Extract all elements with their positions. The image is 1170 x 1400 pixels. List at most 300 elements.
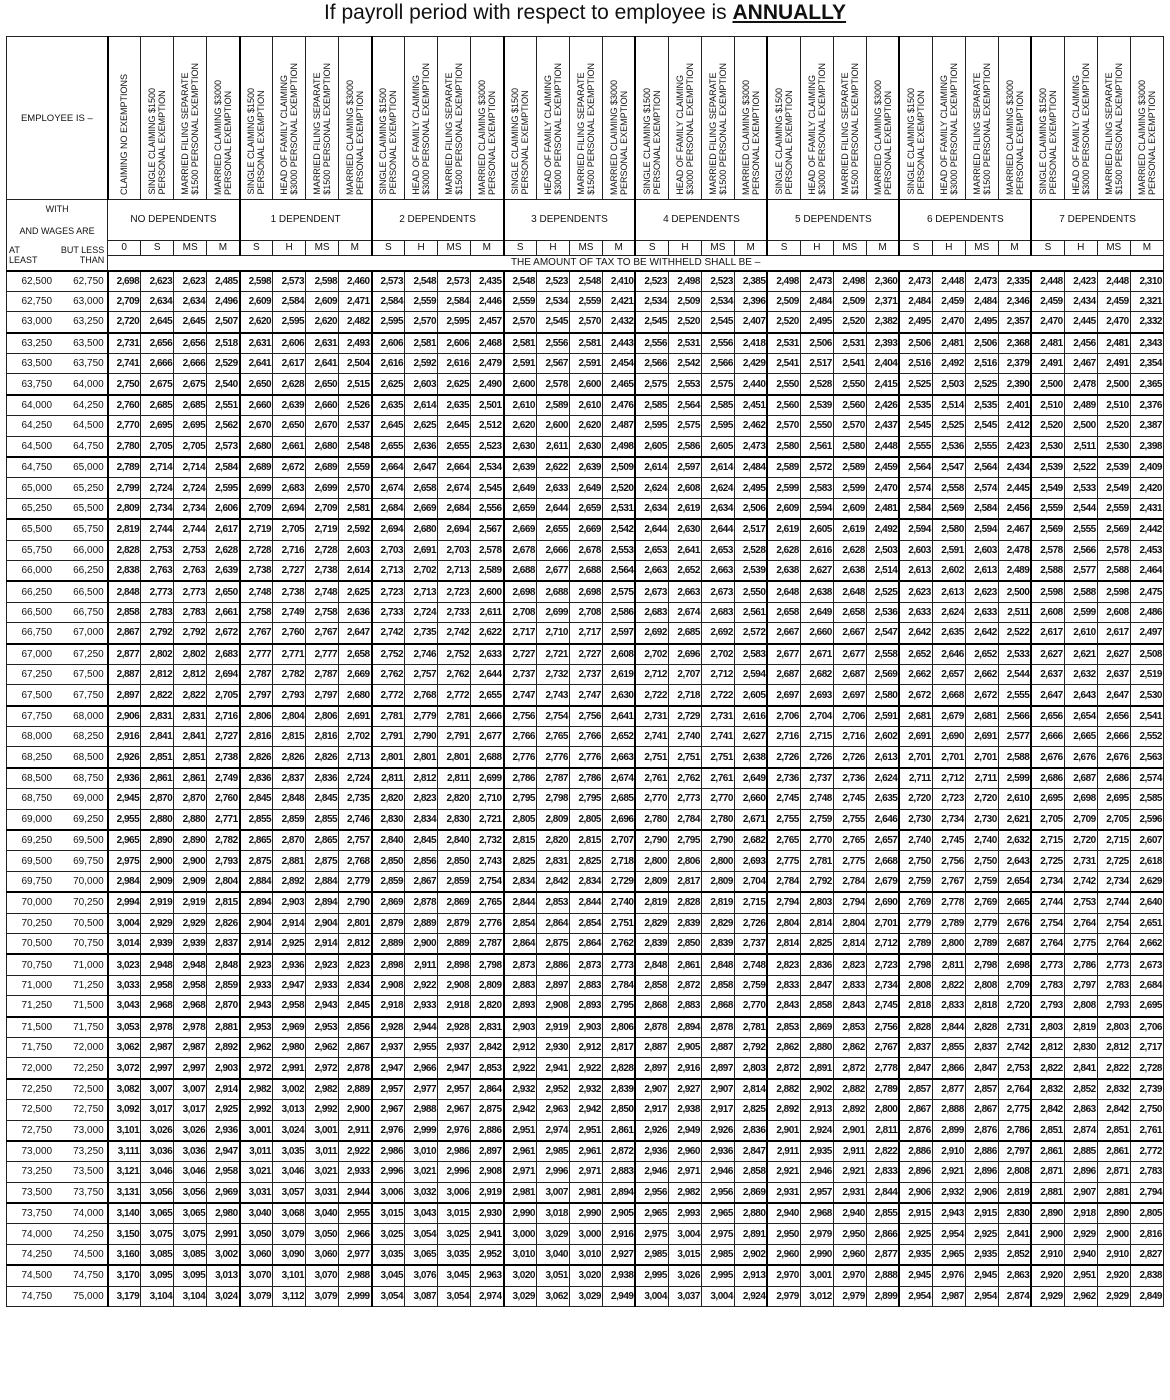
tax-amount: 2,822 — [1031, 1058, 1064, 1079]
tax-amount: 2,687 — [767, 664, 800, 684]
tax-amount: 2,812 — [1031, 1037, 1064, 1057]
tax-amount: 2,742 — [1064, 871, 1097, 892]
tax-amount: 2,673 — [701, 581, 734, 602]
tax-amount: 2,634 — [635, 498, 668, 519]
tax-amount: 2,484 — [800, 291, 833, 311]
tax-amount: 2,506 — [734, 498, 767, 519]
exemption-column-header — [602, 37, 635, 200]
tax-amount: 2,776 — [537, 747, 570, 768]
table-row — [7, 374, 1164, 395]
tax-amount: 2,946 — [701, 1162, 734, 1182]
tax-amount: 2,836 — [734, 1120, 767, 1141]
filing-code: H — [1064, 240, 1097, 255]
tax-amount: 2,787 — [537, 768, 570, 789]
tax-amount: 2,564 — [602, 560, 635, 581]
tax-amount: 2,719 — [240, 519, 273, 540]
tax-amount: 2,850 — [668, 934, 701, 955]
tax-amount: 2,608 — [1031, 602, 1064, 622]
tax-amount: 2,683 — [273, 478, 306, 498]
filing-code: S — [372, 240, 405, 255]
tax-amount: 2,963 — [537, 1100, 570, 1120]
tax-amount: 2,903 — [569, 1017, 602, 1038]
tax-amount: 2,526 — [339, 395, 372, 416]
tax-amount: 2,803 — [800, 892, 833, 913]
tax-amount: 2,878 — [405, 892, 438, 913]
tax-amount: 2,899 — [932, 1120, 965, 1141]
tax-amount: 2,666 — [471, 706, 504, 727]
tax-amount: 2,783 — [1097, 975, 1130, 995]
tax-amount: 2,744 — [1031, 892, 1064, 913]
tax-amount: 2,460 — [339, 271, 372, 292]
wage-at-least: 69,250 — [7, 830, 56, 851]
tax-amount: 2,476 — [602, 395, 635, 416]
tax-amount: 2,744 — [174, 519, 207, 540]
tax-amount: 2,877 — [866, 1244, 899, 1265]
tax-amount: 2,491 — [1097, 354, 1130, 374]
tax-amount: 2,950 — [767, 1224, 800, 1244]
tax-amount: 2,650 — [240, 374, 273, 395]
table-row — [7, 395, 1164, 416]
tax-amount: 2,637 — [1097, 664, 1130, 684]
tax-amount: 2,718 — [602, 851, 635, 871]
tax-amount: 2,819 — [998, 1182, 1031, 1203]
tax-amount: 2,691 — [405, 540, 438, 560]
tax-amount: 2,586 — [602, 602, 635, 622]
tax-amount: 2,878 — [635, 1017, 668, 1038]
tax-amount: 2,482 — [339, 312, 372, 333]
wage-at-least: 67,750 — [7, 706, 56, 727]
tax-amount: 2,931 — [767, 1182, 800, 1203]
tax-amount: 2,875 — [306, 851, 339, 871]
tax-amount: 2,867 — [108, 623, 141, 644]
tax-amount: 2,722 — [635, 685, 668, 706]
tax-amount: 2,779 — [405, 706, 438, 727]
tax-amount: 2,650 — [207, 581, 240, 602]
tax-amount: 2,748 — [306, 581, 339, 602]
tax-amount: 2,580 — [866, 685, 899, 706]
wage-less-than: 68,500 — [55, 747, 108, 768]
tax-amount: 2,343 — [1130, 333, 1163, 354]
tax-amount: 2,688 — [504, 560, 537, 581]
tax-amount: 2,792 — [800, 871, 833, 892]
tax-amount: 2,847 — [899, 1058, 932, 1079]
tax-amount: 2,510 — [1097, 395, 1130, 416]
tax-amount: 3,036 — [174, 1141, 207, 1162]
tax-amount: 2,481 — [866, 498, 899, 519]
tax-amount: 3,004 — [108, 913, 141, 933]
tax-amount: 2,889 — [405, 913, 438, 933]
tax-amount: 2,855 — [240, 809, 273, 830]
tax-amount: 2,977 — [339, 1244, 372, 1265]
tax-amount: 2,820 — [471, 996, 504, 1017]
tax-amount: 2,724 — [405, 602, 438, 622]
tax-amount: 2,575 — [701, 374, 734, 395]
tax-amount: 2,988 — [405, 1100, 438, 1120]
tax-amount: 2,801 — [405, 747, 438, 768]
tax-amount: 2,672 — [899, 685, 932, 706]
table-row — [7, 1244, 1164, 1265]
tax-amount: 2,705 — [1097, 809, 1130, 830]
tax-amount: 2,882 — [833, 1079, 866, 1100]
tax-amount: 2,943 — [932, 1203, 965, 1224]
wage-at-least: 74,750 — [7, 1286, 56, 1306]
tax-amount: 2,739 — [1130, 1079, 1163, 1100]
tax-amount: 3,070 — [240, 1265, 273, 1286]
tax-amount: 3,054 — [438, 1286, 471, 1306]
tax-amount: 2,481 — [932, 333, 965, 354]
tax-amount: 2,886 — [965, 1141, 998, 1162]
tax-amount: 2,786 — [998, 1120, 1031, 1141]
tax-amount: 2,864 — [504, 934, 537, 955]
tax-amount: 2,867 — [899, 1100, 932, 1120]
tax-amount: 2,577 — [998, 727, 1031, 747]
wage-less-than: 75,000 — [55, 1286, 108, 1306]
tax-amount: 2,951 — [504, 1120, 537, 1141]
tax-amount: 2,627 — [800, 560, 833, 581]
tax-amount: 2,768 — [405, 685, 438, 706]
exemption-column-header — [833, 37, 866, 200]
tax-amount: 3,053 — [108, 1017, 141, 1038]
tax-amount: 2,659 — [504, 498, 537, 519]
tax-amount: 2,598 — [1097, 581, 1130, 602]
tax-amount: 2,906 — [899, 1182, 932, 1203]
tax-amount: 2,595 — [207, 478, 240, 498]
tax-amount: 2,880 — [174, 809, 207, 830]
tax-amount: 2,600 — [504, 374, 537, 395]
tax-amount: 2,748 — [734, 954, 767, 975]
tax-amount: 2,632 — [1064, 664, 1097, 684]
tax-amount: 2,656 — [174, 333, 207, 354]
tax-amount: 3,036 — [141, 1141, 174, 1162]
tax-amount: 2,794 — [767, 892, 800, 913]
tax-amount: 2,655 — [372, 436, 405, 457]
tax-amount: 2,517 — [734, 519, 767, 540]
tax-amount: 2,478 — [1064, 374, 1097, 395]
tax-amount: 2,676 — [1031, 747, 1064, 768]
tax-amount: 2,591 — [569, 354, 602, 374]
table-row — [7, 271, 1164, 292]
tax-amount: 2,525 — [866, 581, 899, 602]
tax-amount: 2,578 — [471, 540, 504, 560]
tax-amount: 2,939 — [141, 934, 174, 955]
tax-amount: 2,566 — [998, 706, 1031, 727]
tax-amount: 2,525 — [965, 374, 998, 395]
filing-code: M — [734, 240, 767, 255]
tax-amount: 2,947 — [207, 1141, 240, 1162]
tax-amount: 2,975 — [108, 851, 141, 871]
tax-amount: 2,721 — [471, 809, 504, 830]
table-row — [7, 768, 1164, 789]
tax-amount: 2,958 — [141, 975, 174, 995]
wage-at-least: 71,250 — [7, 996, 56, 1017]
tax-amount: 2,957 — [372, 1079, 405, 1100]
tax-amount: 2,795 — [569, 789, 602, 809]
tax-amount: 2,888 — [932, 1100, 965, 1120]
tax-amount: 2,506 — [899, 333, 932, 354]
tax-amount: 2,869 — [372, 892, 405, 913]
tax-amount: 2,757 — [339, 830, 372, 851]
tax-amount: 2,951 — [1064, 1265, 1097, 1286]
tax-amount: 2,584 — [207, 457, 240, 478]
tax-amount: 2,858 — [108, 602, 141, 622]
tax-amount: 2,778 — [866, 1058, 899, 1079]
tax-amount: 2,660 — [734, 789, 767, 809]
tax-amount: 2,459 — [1097, 291, 1130, 311]
tax-amount: 2,982 — [240, 1079, 273, 1100]
tax-amount: 2,514 — [866, 560, 899, 581]
tax-amount: 2,605 — [701, 436, 734, 457]
tax-amount: 2,841 — [1064, 1058, 1097, 1079]
wage-at-least: 68,500 — [7, 768, 56, 789]
tax-amount: 2,445 — [998, 478, 1031, 498]
tax-amount: 2,633 — [537, 478, 570, 498]
tax-amount: 3,024 — [207, 1286, 240, 1306]
tax-amount: 3,070 — [306, 1265, 339, 1286]
tax-amount: 2,916 — [108, 727, 141, 747]
filing-code: S — [504, 240, 537, 255]
tax-amount: 2,726 — [833, 747, 866, 768]
tax-amount: 2,890 — [174, 830, 207, 851]
tax-amount: 2,915 — [965, 1203, 998, 1224]
tax-amount: 2,566 — [1064, 540, 1097, 560]
tax-amount: 2,550 — [734, 581, 767, 602]
tax-amount: 2,822 — [141, 685, 174, 706]
tax-amount: 2,713 — [438, 560, 471, 581]
tax-amount: 2,936 — [207, 1120, 240, 1141]
tax-amount: 2,900 — [174, 851, 207, 871]
tax-amount: 2,929 — [1031, 1286, 1064, 1306]
tax-amount: 2,506 — [800, 333, 833, 354]
wage-at-least: 63,250 — [7, 333, 56, 354]
table-row — [7, 581, 1164, 602]
tax-amount: 3,046 — [273, 1162, 306, 1182]
tax-amount: 2,758 — [240, 602, 273, 622]
tax-amount: 2,595 — [438, 312, 471, 333]
tax-amount: 2,841 — [174, 727, 207, 747]
tax-amount: 2,613 — [866, 747, 899, 768]
tax-amount: 2,844 — [932, 1017, 965, 1038]
tax-amount: 2,649 — [800, 602, 833, 622]
tax-amount: 2,676 — [998, 913, 1031, 933]
exemption-column-header — [207, 37, 240, 200]
tax-amount: 2,652 — [899, 644, 932, 665]
tax-amount: 2,858 — [635, 975, 668, 995]
tax-amount: 2,990 — [800, 1244, 833, 1265]
tax-amount: 2,632 — [998, 830, 1031, 851]
tax-amount: 2,784 — [668, 809, 701, 830]
tax-amount: 2,730 — [899, 809, 932, 830]
tax-amount: 2,714 — [174, 457, 207, 478]
tax-amount: 3,006 — [438, 1182, 471, 1203]
tax-amount: 2,773 — [602, 954, 635, 975]
tax-amount: 2,930 — [537, 1037, 570, 1057]
tax-amount: 2,976 — [932, 1265, 965, 1286]
tax-amount: 2,585 — [635, 395, 668, 416]
tax-amount: 2,531 — [602, 498, 635, 519]
filing-code: M — [339, 240, 372, 255]
tax-amount: 2,922 — [339, 1141, 372, 1162]
wage-less-than: 63,500 — [55, 333, 108, 354]
tax-amount: 2,858 — [734, 1162, 767, 1182]
tax-amount: 2,896 — [899, 1162, 932, 1182]
tax-amount: 2,837 — [273, 768, 306, 789]
tax-amount: 2,498 — [668, 271, 701, 292]
tax-amount: 2,500 — [998, 581, 1031, 602]
filing-code: S — [141, 240, 174, 255]
tax-amount: 2,564 — [899, 457, 932, 478]
filing-code: H — [668, 240, 701, 255]
tax-amount: 2,809 — [471, 975, 504, 995]
tax-amount: 3,037 — [668, 1286, 701, 1306]
tax-amount: 2,448 — [1031, 271, 1064, 292]
tax-amount: 2,870 — [174, 789, 207, 809]
tax-amount: 3,101 — [273, 1265, 306, 1286]
tax-amount: 2,815 — [273, 727, 306, 747]
tax-amount: 2,851 — [174, 747, 207, 768]
wage-at-least: 70,750 — [7, 954, 56, 975]
tax-amount: 2,740 — [602, 892, 635, 913]
tax-amount: 2,589 — [767, 457, 800, 478]
tax-amount: 2,540 — [207, 374, 240, 395]
tax-amount: 2,792 — [174, 623, 207, 644]
tax-amount: 2,608 — [602, 644, 635, 665]
tax-amount: 2,763 — [174, 560, 207, 581]
tax-amount: 2,830 — [372, 809, 405, 830]
tax-amount: 2,955 — [339, 1203, 372, 1224]
tax-amount: 2,569 — [932, 498, 965, 519]
tax-amount: 3,024 — [273, 1120, 306, 1141]
tax-amount: 2,603 — [339, 540, 372, 560]
exemption-description-row — [7, 37, 1164, 200]
table-row — [7, 644, 1164, 665]
tax-amount: 2,798 — [471, 954, 504, 975]
tax-amount: 2,589 — [537, 395, 570, 416]
tax-amount: 3,085 — [174, 1244, 207, 1265]
tax-amount: 2,808 — [899, 975, 932, 995]
tax-amount: 2,674 — [668, 602, 701, 622]
tax-amount: 2,721 — [537, 644, 570, 665]
tax-amount: 2,715 — [734, 892, 767, 913]
tax-amount: 2,724 — [339, 768, 372, 789]
tax-amount: 2,685 — [141, 395, 174, 416]
tax-amount: 3,025 — [372, 1224, 405, 1244]
wage-at-least: 71,750 — [7, 1037, 56, 1057]
exemption-column-header — [998, 37, 1031, 200]
tax-amount: 2,952 — [471, 1244, 504, 1265]
tax-amount: 2,446 — [471, 291, 504, 311]
tax-amount: 2,982 — [668, 1182, 701, 1203]
tax-amount: 2,637 — [1031, 664, 1064, 684]
wage-less-than: 69,250 — [55, 809, 108, 830]
tax-amount: 2,729 — [668, 706, 701, 727]
table-row — [7, 892, 1164, 913]
tax-amount: 3,007 — [537, 1182, 570, 1203]
table-row — [7, 1017, 1164, 1038]
table-row — [7, 851, 1164, 871]
tax-amount: 2,481 — [1097, 333, 1130, 354]
tax-amount: 2,877 — [108, 644, 141, 665]
tax-amount: 2,816 — [1130, 1224, 1163, 1244]
tax-amount: 2,784 — [602, 975, 635, 995]
exemption-description: HEAD OF FAMILY CLAIMING $3000 PERSONAL EXEMPTION — [1070, 63, 1091, 195]
tax-amount: 2,965 — [108, 830, 141, 851]
tax-amount: 2,993 — [668, 1203, 701, 1224]
filing-code: S — [767, 240, 800, 255]
tax-amount: 3,062 — [108, 1037, 141, 1057]
tax-amount: 2,606 — [273, 333, 306, 354]
tax-amount: 2,613 — [932, 581, 965, 602]
tax-amount: 2,985 — [635, 1244, 668, 1265]
tax-amount: 2,754 — [537, 706, 570, 727]
wage-at-least: 69,750 — [7, 871, 56, 892]
tax-amount: 2,644 — [471, 664, 504, 684]
filing-code: H — [273, 240, 306, 255]
tax-amount: 3,075 — [174, 1224, 207, 1244]
tax-amount: 2,926 — [108, 747, 141, 768]
tax-amount: 2,762 — [668, 768, 701, 789]
dependents-group-label: 4 DEPENDENTS — [635, 200, 767, 241]
tax-amount: 2,791 — [438, 727, 471, 747]
tax-amount: 2,549 — [1097, 478, 1130, 498]
tax-amount: 3,079 — [273, 1224, 306, 1244]
tax-amount: 2,839 — [602, 1079, 635, 1100]
tax-amount: 2,649 — [569, 478, 602, 498]
tax-amount: 3,004 — [701, 1286, 734, 1306]
tax-amount: 2,724 — [174, 478, 207, 498]
tax-amount: 2,987 — [174, 1037, 207, 1057]
tax-amount: 2,567 — [537, 354, 570, 374]
tax-amount: 2,919 — [471, 1182, 504, 1203]
tax-amount: 2,492 — [932, 354, 965, 374]
wages-label: AND WAGES ARE — [19, 226, 95, 236]
tax-amount: 2,770 — [701, 789, 734, 809]
tax-amount: 2,541 — [767, 354, 800, 374]
tax-amount: 2,994 — [108, 892, 141, 913]
tax-amount: 2,479 — [471, 354, 504, 374]
tax-amount: 2,862 — [833, 1037, 866, 1057]
tax-amount: 2,943 — [306, 996, 339, 1017]
tax-amount: 2,575 — [602, 581, 635, 602]
tax-amount: 2,668 — [932, 685, 965, 706]
wage-less-than: 64,250 — [55, 395, 108, 416]
tax-amount: 2,572 — [800, 457, 833, 478]
tax-amount: 2,741 — [108, 354, 141, 374]
tax-amount: 2,332 — [1130, 312, 1163, 333]
tax-amount: 2,688 — [569, 560, 602, 581]
tax-amount: 2,911 — [339, 1120, 372, 1141]
tax-amount: 2,905 — [602, 1203, 635, 1224]
tax-amount: 2,769 — [899, 892, 932, 913]
table-row — [7, 830, 1164, 851]
tax-amount: 2,586 — [668, 436, 701, 457]
tax-amount: 2,885 — [1064, 1141, 1097, 1162]
tax-amount: 2,897 — [635, 1058, 668, 1079]
tax-amount: 2,647 — [1031, 685, 1064, 706]
tax-amount: 2,828 — [899, 1017, 932, 1038]
tax-amount: 2,603 — [405, 374, 438, 395]
tax-amount: 3,029 — [569, 1286, 602, 1306]
tax-amount: 2,922 — [569, 1058, 602, 1079]
tax-amount: 2,925 — [273, 934, 306, 955]
tax-amount: 2,765 — [537, 727, 570, 747]
tax-amount: 2,535 — [965, 395, 998, 416]
tax-amount: 2,473 — [965, 271, 998, 292]
tax-amount: 2,812 — [174, 664, 207, 684]
tax-amount: 2,902 — [800, 1079, 833, 1100]
exemption-column-header — [372, 37, 405, 200]
tax-amount: 2,971 — [504, 1162, 537, 1182]
tax-amount: 2,621 — [998, 809, 1031, 830]
